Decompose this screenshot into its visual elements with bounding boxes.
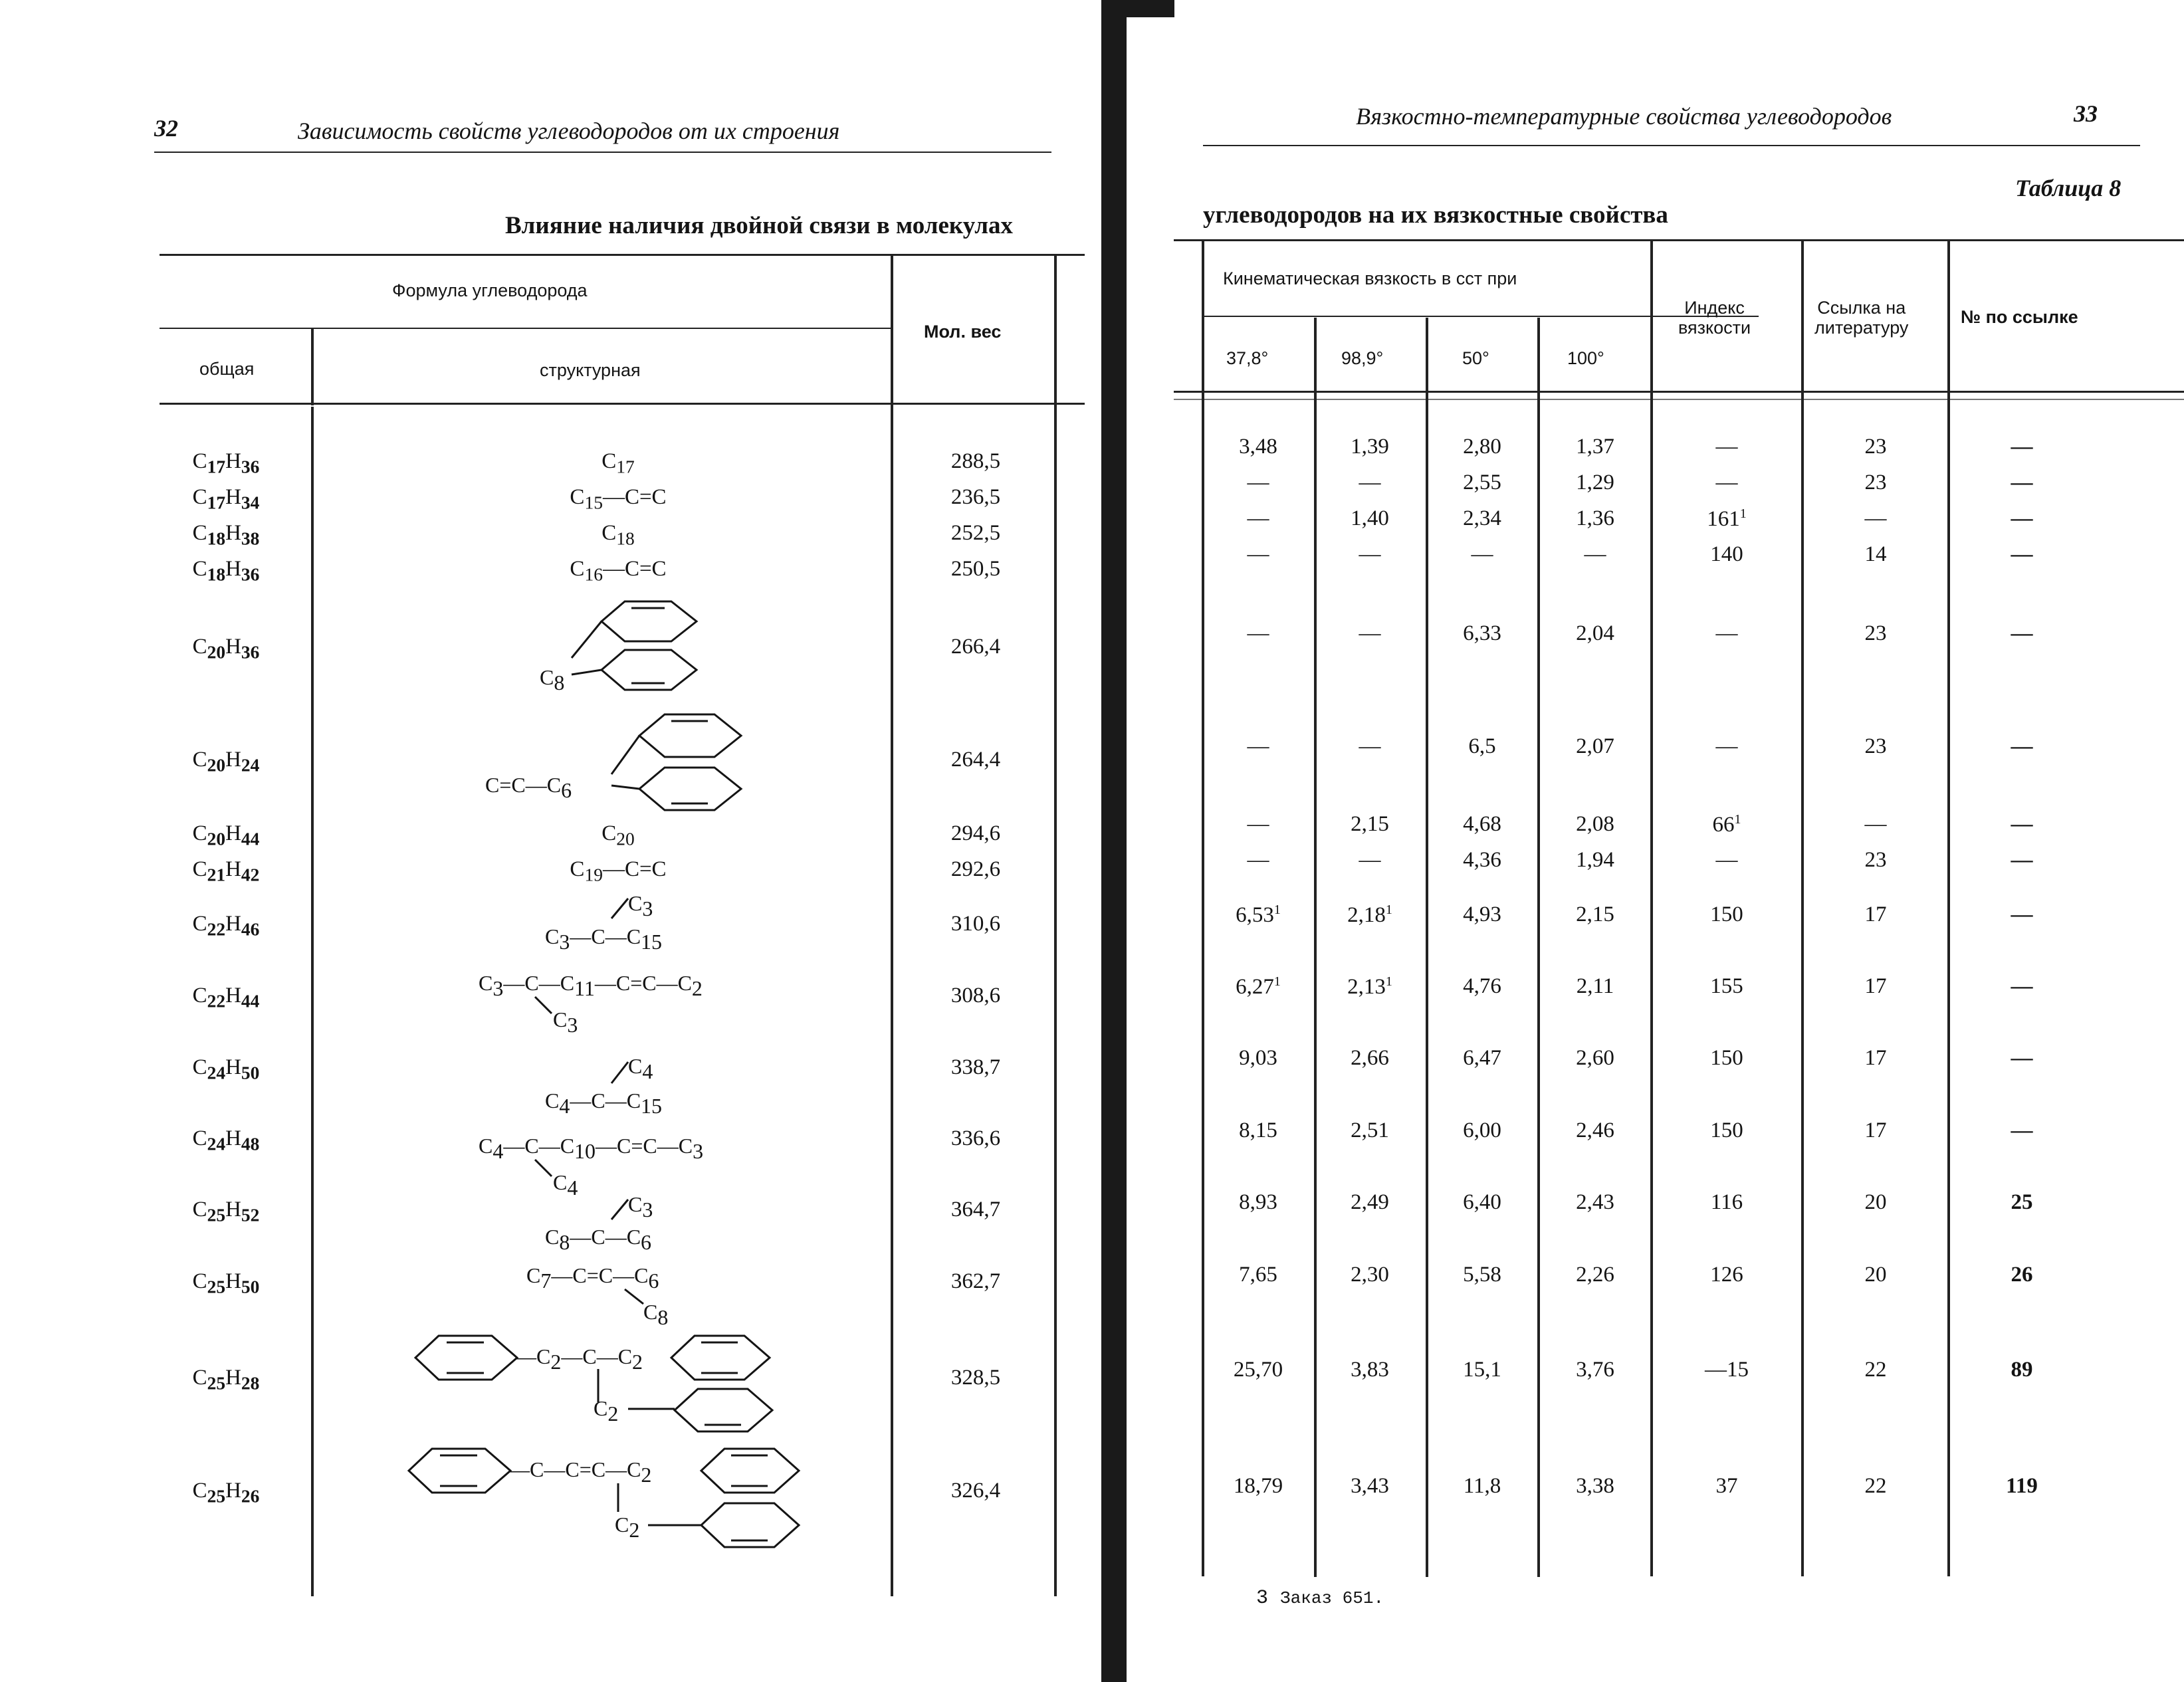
col-divider — [1202, 241, 1204, 1576]
bond — [572, 621, 601, 658]
bond — [625, 1289, 643, 1304]
col-divider — [1650, 241, 1653, 1576]
cell-vi: — — [1715, 734, 1738, 758]
col-divider — [1426, 318, 1428, 1577]
cell-ref: 20 — [1864, 1190, 1887, 1214]
page-number: 32 — [154, 115, 178, 142]
header-rule — [1203, 145, 2140, 146]
cell-v100: 2,60 — [1576, 1046, 1614, 1070]
cell-no: 26 — [2011, 1263, 2033, 1287]
atom-label: C3 — [628, 891, 653, 920]
cell-v378: — — [1247, 471, 1269, 494]
cell-v989: 1,39 — [1351, 435, 1389, 459]
cell-v100: 1,37 — [1576, 435, 1614, 459]
cell-v100: 1,94 — [1576, 848, 1614, 872]
cell-v378: 25,70 — [1233, 1358, 1283, 1382]
col-divider — [1537, 318, 1540, 1577]
mol-weight-value: 362,7 — [950, 1269, 1001, 1293]
cell-no: 25 — [2011, 1190, 2033, 1214]
header-temp: 37,8° — [1226, 348, 1269, 368]
general-formula: $C_{17}H_{36}$ — [192, 449, 260, 477]
cell-v100: 1,36 — [1576, 506, 1614, 530]
cell-v378: 7,65 — [1239, 1263, 1277, 1287]
cell-v378: 6,53$^1$ — [1236, 902, 1281, 927]
header-viscosity-index: Индекс вязкости — [1678, 298, 1751, 338]
mol-weight-value: 292,6 — [950, 857, 1001, 881]
right-page — [1090, 0, 2184, 1682]
general-formula: $C_{21}H_{42}$ — [192, 857, 260, 885]
cell-vi: $161^1$ — [1707, 506, 1747, 531]
cell-v50: 6,5 — [1468, 734, 1496, 758]
atom-label: C2 — [615, 1513, 640, 1542]
cell-v378: 8,15 — [1239, 1118, 1277, 1142]
cell-v50: — — [1471, 542, 1493, 566]
cell-vi: — — [1715, 435, 1738, 459]
cell-vi: — — [1715, 621, 1738, 645]
general-formula: $C_{22}H_{44}$ — [192, 984, 260, 1011]
mol-weight-value: 264,4 — [950, 748, 1001, 772]
cell-ref: 17 — [1864, 1118, 1887, 1142]
cell-no: — — [2011, 435, 2033, 459]
cell-v378: 3,48 — [1239, 435, 1277, 459]
structural-formula: $C_{20}$ — [601, 821, 635, 849]
cell-no: — — [2011, 974, 2033, 998]
header-reference: Ссылка на литературу — [1814, 298, 1909, 338]
cell-v50: 11,8 — [1463, 1474, 1501, 1498]
table-top-rule — [1174, 239, 2184, 241]
atom-label: C3 — [628, 1192, 653, 1221]
atom-label: C3—C—C11—C=C—C2 — [479, 971, 703, 1000]
cell-v50: 6,00 — [1463, 1118, 1501, 1142]
header-formula: Формула углеводорода — [392, 280, 588, 300]
cell-v50: 2,55 — [1463, 471, 1501, 494]
cell-ref: 20 — [1864, 1263, 1887, 1287]
header-structural: структурная — [540, 360, 641, 380]
cell-no: — — [2011, 542, 2033, 566]
atom-label: C4—C—C15 — [545, 1089, 663, 1118]
cell-v50: 4,76 — [1463, 974, 1501, 998]
cell-v989: 3,83 — [1351, 1358, 1389, 1382]
cell-v100: 2,15 — [1576, 902, 1614, 926]
cell-v50: 4,93 — [1463, 902, 1501, 926]
atom-label: C8 — [540, 665, 565, 694]
atom-label: C7—C=C—C6 — [526, 1263, 659, 1293]
cell-no: 119 — [2006, 1474, 2038, 1498]
mol-weight-value: 294,6 — [950, 821, 1001, 845]
cell-ref: 23 — [1864, 471, 1887, 494]
cell-v100: 2,04 — [1576, 621, 1614, 645]
header-general: общая — [199, 359, 255, 379]
structural-formula: $C_{19}—C=C$ — [570, 857, 667, 885]
header-temp: 50° — [1462, 348, 1489, 368]
header-bottom-rule — [1174, 391, 2184, 393]
cell-v50: 2,34 — [1463, 506, 1501, 530]
cell-vi: 155 — [1710, 974, 1743, 998]
general-formula: $C_{24}H_{48}$ — [192, 1126, 260, 1154]
bond — [611, 786, 639, 789]
cell-ref: 23 — [1864, 435, 1887, 459]
header-kinematic: Кинематическая вязкость в сст при — [1223, 268, 1517, 288]
cell-no: — — [2011, 848, 2033, 872]
cell-v989: 2,13$^1$ — [1347, 974, 1392, 999]
structural-formula: $C_{16}—C=C$ — [570, 557, 667, 585]
cell-v378: — — [1247, 812, 1269, 836]
cell-ref: 23 — [1864, 734, 1887, 758]
mol-weight-value: 250,5 — [950, 557, 1001, 581]
cell-v100: 2,11 — [1576, 974, 1614, 998]
cell-v989: 2,30 — [1351, 1263, 1389, 1287]
cell-ref: 23 — [1864, 848, 1887, 872]
cell-ref: 23 — [1864, 621, 1887, 645]
cell-ref: 22 — [1864, 1474, 1887, 1498]
cell-v100: 2,08 — [1576, 812, 1614, 836]
cell-v989: 2,15 — [1351, 812, 1389, 836]
table-title: углеводородов на их вязкостные свойства — [1203, 201, 1668, 229]
mol-weight-value: 288,5 — [950, 449, 1001, 473]
cell-ref: — — [1864, 812, 1887, 836]
cell-vi: 150 — [1710, 1046, 1743, 1070]
general-formula: $C_{25}H_{52}$ — [192, 1198, 260, 1225]
atom-label: —C2—C—C2 — [515, 1344, 643, 1374]
table-label: Таблица 8 — [2015, 175, 2122, 201]
kinematic-subheader-rule — [1202, 316, 1759, 317]
cell-v100: 2,46 — [1576, 1118, 1614, 1142]
header-bottom-rule-2 — [1174, 399, 2184, 400]
cell-no: — — [2011, 506, 2033, 530]
atom-label: C4—C—C10—C=C—C3 — [479, 1134, 704, 1163]
cell-vi: 126 — [1710, 1263, 1743, 1287]
printer-signature: 3 Заказ 651. — [1256, 1587, 1384, 1610]
cell-v50: 5,58 — [1463, 1263, 1501, 1287]
structural-formula: $C_{17}$ — [601, 449, 635, 477]
cell-v378: — — [1247, 542, 1269, 566]
cell-v50: 2,80 — [1463, 435, 1501, 459]
bond — [611, 1200, 628, 1219]
cell-v100: — — [1584, 542, 1606, 566]
cell-v50: 4,68 — [1463, 812, 1501, 836]
cell-vi: $66^1$ — [1712, 812, 1741, 837]
cell-v100: 1,29 — [1576, 471, 1614, 494]
atom-label: C4 — [553, 1170, 578, 1200]
cell-vi: — — [1715, 848, 1738, 872]
cell-v50: 6,33 — [1463, 621, 1501, 645]
cell-v378: 6,27$^1$ — [1236, 974, 1281, 999]
cell-vi: 150 — [1710, 1118, 1743, 1142]
mol-weight-value: 252,5 — [950, 521, 1001, 545]
general-formula: $C_{20}H_{44}$ — [192, 821, 260, 849]
atom-label: C3 — [553, 1007, 578, 1037]
cell-v989: — — [1359, 621, 1381, 645]
mol-weight-value: 328,5 — [950, 1366, 1001, 1390]
cell-ref: 17 — [1864, 974, 1887, 998]
running-head: Вязкостно-температурные свойства углеводородов — [1356, 103, 1892, 130]
structural-drawings — [0, 0, 1090, 1682]
general-formula: $C_{18}H_{38}$ — [192, 521, 260, 549]
cell-v378: 9,03 — [1239, 1046, 1277, 1070]
cell-v989: 3,43 — [1351, 1474, 1389, 1498]
atom-label: C3—C—C15 — [545, 924, 663, 954]
cell-no: 89 — [2011, 1358, 2033, 1382]
col-divider — [1947, 241, 1950, 1576]
cell-ref: 22 — [1864, 1358, 1887, 1382]
bond — [611, 736, 639, 774]
cell-v989: 2,18$^1$ — [1347, 902, 1392, 927]
cell-no: — — [2011, 1118, 2033, 1142]
cell-v100: 3,38 — [1576, 1474, 1614, 1498]
cell-v50: 15,1 — [1463, 1358, 1501, 1382]
cell-v100: 3,76 — [1576, 1358, 1614, 1382]
general-formula: $C_{18}H_{36}$ — [192, 557, 260, 585]
cell-v989: 2,51 — [1351, 1118, 1389, 1142]
mol-weight-value: 308,6 — [950, 984, 1001, 1007]
cell-v100: 2,43 — [1576, 1190, 1614, 1214]
bond — [611, 1062, 628, 1083]
cell-v989: — — [1359, 471, 1381, 494]
col-divider — [1314, 318, 1317, 1577]
mol-weight-value: 236,5 — [950, 485, 1001, 509]
cell-v100: 2,26 — [1576, 1263, 1614, 1287]
table-title: Влияние наличия двойной связи в молекулах — [505, 212, 1014, 239]
cell-v989: 2,49 — [1351, 1190, 1389, 1214]
general-formula: $C_{22}H_{46}$ — [192, 912, 260, 940]
cell-v989: — — [1359, 734, 1381, 758]
cell-vi: —15 — [1705, 1358, 1749, 1382]
cell-no: — — [2011, 471, 2033, 494]
cell-vi: 37 — [1715, 1474, 1738, 1498]
general-formula: $C_{17}H_{34}$ — [192, 485, 260, 513]
cell-no: — — [2011, 812, 2033, 836]
cell-v100: 2,07 — [1576, 734, 1614, 758]
general-formula: $C_{25}H_{26}$ — [192, 1479, 260, 1507]
header-ref-no: № по ссылке — [1961, 307, 2078, 327]
structural-formula: $C_{15}—C=C$ — [570, 485, 667, 513]
atom-label: C2 — [594, 1396, 619, 1425]
cell-v50: 6,47 — [1463, 1046, 1501, 1070]
cell-ref: 14 — [1864, 542, 1887, 566]
cell-v50: 6,40 — [1463, 1190, 1501, 1214]
mol-weight-value: 266,4 — [950, 635, 1001, 659]
cell-no: — — [2011, 734, 2033, 758]
cell-v378: — — [1247, 506, 1269, 530]
running-head: Зависимость свойств углеводородов от их строения — [298, 118, 840, 144]
mol-weight-value: 326,4 — [950, 1479, 1001, 1503]
cell-v989: — — [1359, 848, 1381, 872]
general-formula: $C_{25}H_{28}$ — [192, 1366, 260, 1394]
bond — [572, 670, 601, 675]
bond — [611, 898, 628, 918]
atom-label: —C—C=C—C2 — [508, 1457, 652, 1487]
structural-formula: $C_{18}$ — [601, 521, 635, 549]
cell-vi: — — [1715, 471, 1738, 494]
cell-vi: 140 — [1710, 542, 1743, 566]
cell-vi: 116 — [1710, 1190, 1743, 1214]
cell-ref: 17 — [1864, 1046, 1887, 1070]
col-divider — [1801, 241, 1804, 1576]
bond — [535, 1160, 552, 1176]
cell-no: — — [2011, 902, 2033, 926]
cell-v378: — — [1247, 734, 1269, 758]
cell-v378: — — [1247, 621, 1269, 645]
general-formula: $C_{20}H_{24}$ — [192, 748, 260, 776]
cell-no: — — [2011, 1046, 2033, 1070]
left-page — [0, 0, 1090, 1682]
cell-v989: 2,66 — [1351, 1046, 1389, 1070]
cell-v378: — — [1247, 848, 1269, 872]
mol-weight-value: 310,6 — [950, 912, 1001, 936]
mol-weight-value: 336,6 — [950, 1126, 1001, 1150]
cell-v378: 8,93 — [1239, 1190, 1277, 1214]
bond — [535, 997, 552, 1013]
mol-weight-value: 338,7 — [950, 1055, 1001, 1079]
header-mol-weight: Мол. вес — [924, 322, 1002, 342]
cell-v989: 1,40 — [1351, 506, 1389, 530]
cell-v989: — — [1359, 542, 1381, 566]
general-formula: $C_{25}H_{50}$ — [192, 1269, 260, 1297]
cell-ref: — — [1864, 506, 1887, 530]
cell-v378: 18,79 — [1233, 1474, 1283, 1498]
general-formula: $C_{20}H_{36}$ — [192, 635, 260, 663]
header-temp: 98,9° — [1341, 348, 1384, 368]
mol-weight-value: 364,7 — [950, 1198, 1001, 1221]
atom-label: C=C—C6 — [485, 773, 572, 802]
cell-no: — — [2011, 621, 2033, 645]
general-formula: $C_{24}H_{50}$ — [192, 1055, 260, 1083]
atom-label: C4 — [628, 1054, 653, 1083]
cell-v50: 4,36 — [1463, 848, 1501, 872]
cell-vi: 150 — [1710, 902, 1743, 926]
atom-label: C8—C—C6 — [545, 1225, 652, 1254]
header-temp: 100° — [1567, 348, 1604, 368]
cell-ref: 17 — [1864, 902, 1887, 926]
atom-label: C8 — [643, 1300, 669, 1329]
page-number: 33 — [2074, 100, 2098, 127]
